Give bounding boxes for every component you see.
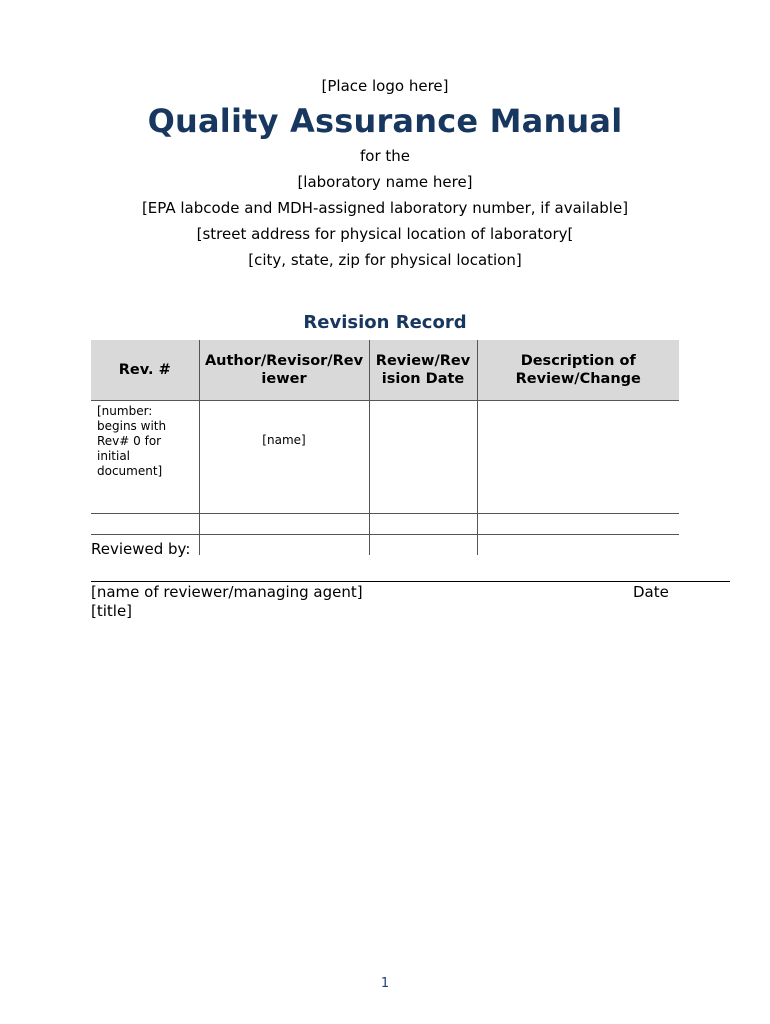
reviewed-by-label: Reviewed by:	[91, 540, 191, 558]
table-header-row	[91, 340, 679, 401]
table-row	[91, 401, 679, 514]
signature-line	[91, 581, 730, 582]
lab-name: [laboratory name here]	[297, 173, 473, 191]
cell-date	[369, 535, 477, 556]
table-row	[91, 514, 679, 535]
lab-codes: [EPA labcode and MDH-assigned laboratory number, if available]	[141, 199, 629, 217]
cell-author: [name]	[199, 401, 369, 514]
cell-rev-number	[91, 514, 199, 535]
reviewer-name: [name of reviewer/managing agent]	[91, 583, 363, 601]
cell-rev-number: [number: begins with Rev# 0 for initial document]	[91, 401, 199, 514]
cell-description	[477, 535, 679, 556]
document-title: Quality Assurance Manual	[147, 102, 623, 140]
signature-date-label: Date	[633, 583, 669, 601]
revision-table	[91, 340, 679, 555]
reviewer-title: [title]	[91, 602, 133, 620]
page-number: 1	[380, 976, 390, 991]
street-address: [street address for physical location of laboratory[	[196, 225, 574, 243]
col-description: Description of Review/Change	[477, 340, 679, 401]
cell-date	[369, 401, 477, 514]
for-the-line: for the	[359, 147, 410, 165]
logo-placeholder: [Place logo here]	[321, 77, 449, 95]
city-state-zip: [city, state, zip for physical location]	[248, 251, 522, 269]
cell-date	[369, 514, 477, 535]
cell-author	[199, 514, 369, 535]
col-author: Author/Revisor/Reviewer	[199, 340, 369, 401]
cell-description	[477, 514, 679, 535]
cell-author	[199, 535, 369, 556]
col-review-date: Review/Revision Date	[369, 340, 477, 401]
col-rev-number: Rev. #	[91, 340, 199, 401]
revision-record-heading: Revision Record	[303, 312, 467, 333]
cell-description	[477, 401, 679, 514]
